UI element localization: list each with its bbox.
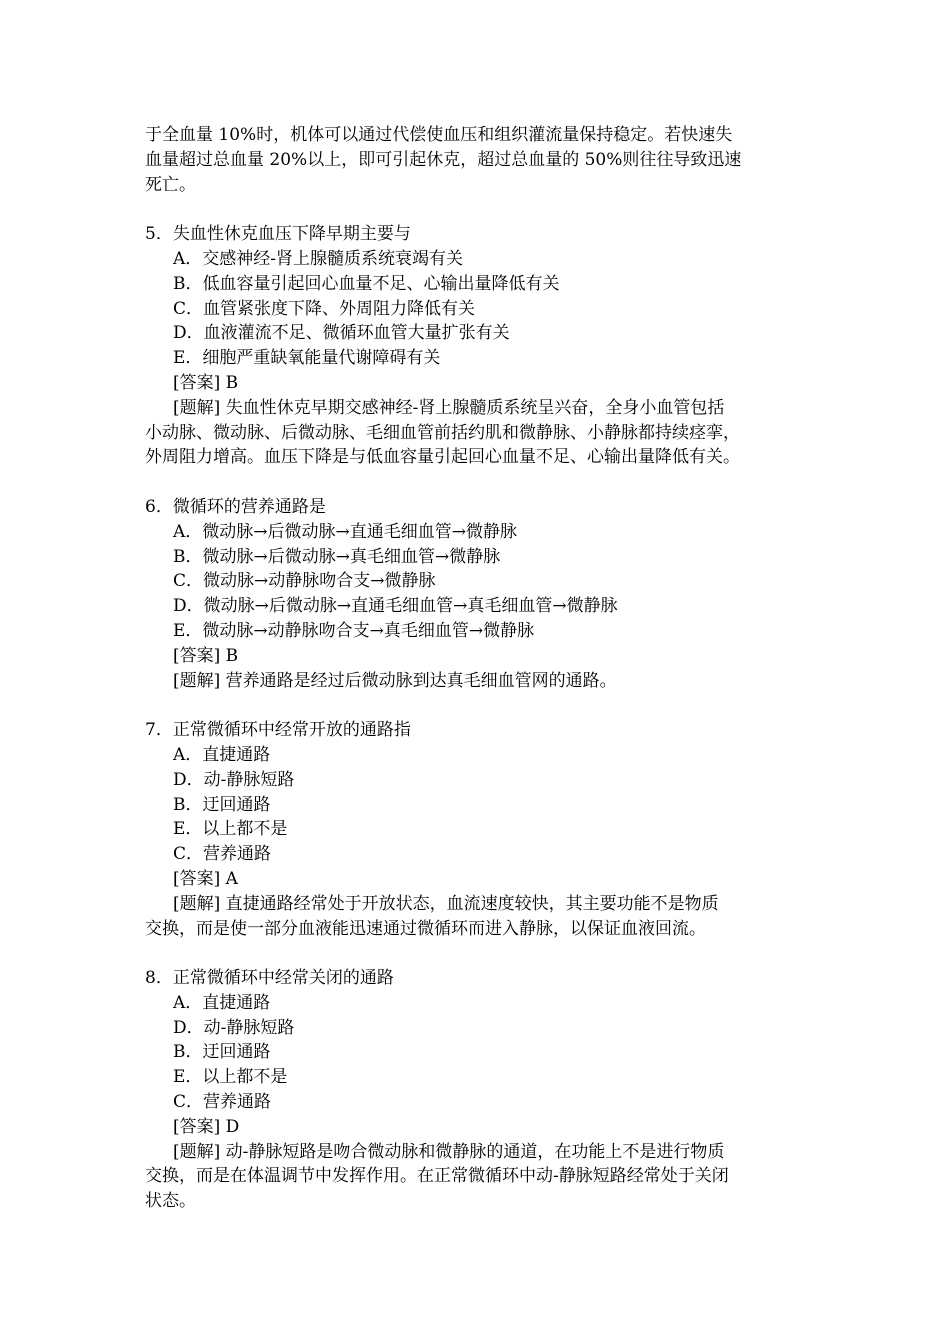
question-8 bbox=[145, 966, 817, 1214]
option-a: A．交感神经-肾上腺髓质系统衰竭有关 bbox=[173, 248, 464, 269]
explanation-line: [题解] 营养通路是经过后微动脉到达真毛细血管网的通路。 bbox=[173, 670, 617, 691]
explanation-line: [题解] 动-静脉短路是吻合微动脉和微静脉的通道，在功能上不是进行物质 bbox=[173, 1141, 725, 1162]
spacer bbox=[145, 470, 817, 495]
option-e: E．以上都不是 bbox=[173, 1067, 288, 1088]
question-7 bbox=[145, 718, 817, 941]
spacer bbox=[145, 941, 817, 966]
option-e: E．细胞严重缺氧能量代谢障碍有关 bbox=[173, 348, 441, 369]
option-d: D．动-静脉短路 bbox=[173, 1017, 295, 1038]
explanation-line: 外周阻力增高。血压下降是与低血容量引起回心血量不足、心输出量降低有关。 bbox=[145, 447, 740, 468]
explanation-line: 小动脉、微动脉、后微动脉、毛细血管前括约肌和微静脉、小静脉都持续痉挛， bbox=[145, 422, 740, 443]
option-d: D．血液灌流不足、微循环血管大量扩张有关 bbox=[173, 323, 510, 344]
option-b: B．低血容量引起回心血量不足、心输出量降低有关 bbox=[173, 273, 560, 294]
option-a: A．直捷通路 bbox=[173, 992, 271, 1013]
spacer bbox=[145, 693, 817, 718]
question-5 bbox=[145, 222, 817, 470]
document-content bbox=[145, 123, 817, 1214]
spacer bbox=[145, 197, 817, 222]
question-stem: 8．正常微循环中经常关闭的通路 bbox=[145, 968, 394, 989]
explanation-line: 交换，而是在体温调节中发挥作用。在正常微循环中动-静脉短路经常处于关闭 bbox=[145, 1166, 729, 1187]
question-stem: 6．微循环的营养通路是 bbox=[145, 496, 326, 517]
intro-line: 于全血量 10%时，机体可以通过代偿使血压和组织灌流量保持稳定。若快速失 bbox=[145, 125, 733, 145]
explanation-line: 交换，而是使一部分血液能迅速通过微循环而进入静脉，以保证血液回流。 bbox=[145, 918, 706, 939]
answer: [答案] B bbox=[173, 372, 239, 393]
option-a: A．微动脉→后微动脉→直通毛细血管→微静脉 bbox=[173, 521, 518, 542]
explanation-line: [题解] 失血性休克早期交感神经-肾上腺髓质系统呈兴奋，全身小血管包括 bbox=[173, 397, 725, 418]
explanation-line: [题解] 直捷通路经常处于开放状态，血流速度较快，其主要功能不是物质 bbox=[173, 893, 719, 914]
option-e: E．以上都不是 bbox=[173, 819, 288, 840]
option-c: C．营养通路 bbox=[173, 844, 272, 865]
option-c: C．血管紧张度下降、外周阻力降低有关 bbox=[173, 298, 476, 319]
option-a: A．直捷通路 bbox=[173, 744, 271, 765]
question-stem: 7．正常微循环中经常开放的通路指 bbox=[145, 720, 411, 741]
question-6 bbox=[145, 495, 817, 693]
option-d: D．动-静脉短路 bbox=[173, 769, 295, 790]
question-stem: 5．失血性休克血压下降早期主要与 bbox=[145, 224, 411, 245]
option-c: C．微动脉→动静脉吻合支→微静脉 bbox=[173, 571, 436, 592]
answer: [答案] A bbox=[173, 868, 238, 889]
option-e: E．微动脉→动静脉吻合支→真毛细血管→微静脉 bbox=[173, 620, 535, 641]
answer: [答案] D bbox=[173, 1116, 240, 1137]
intro-line: 死亡。 bbox=[145, 174, 196, 195]
answer: [答案] B bbox=[173, 645, 239, 666]
option-b: B．迂回通路 bbox=[173, 1042, 271, 1063]
option-d: D．微动脉→后微动脉→直通毛细血管→真毛细血管→微静脉 bbox=[173, 596, 618, 617]
option-c: C．营养通路 bbox=[173, 1092, 272, 1113]
option-b: B．迂回通路 bbox=[173, 794, 271, 815]
explanation-line: 状态。 bbox=[145, 1191, 196, 1212]
option-b: B．微动脉→后微动脉→真毛细血管→微静脉 bbox=[173, 546, 501, 567]
intro-paragraph bbox=[145, 123, 817, 197]
intro-line: 血量超过总血量 20%以上，即可引起休克，超过总血量的 50%则往往导致迅速 bbox=[145, 149, 742, 170]
